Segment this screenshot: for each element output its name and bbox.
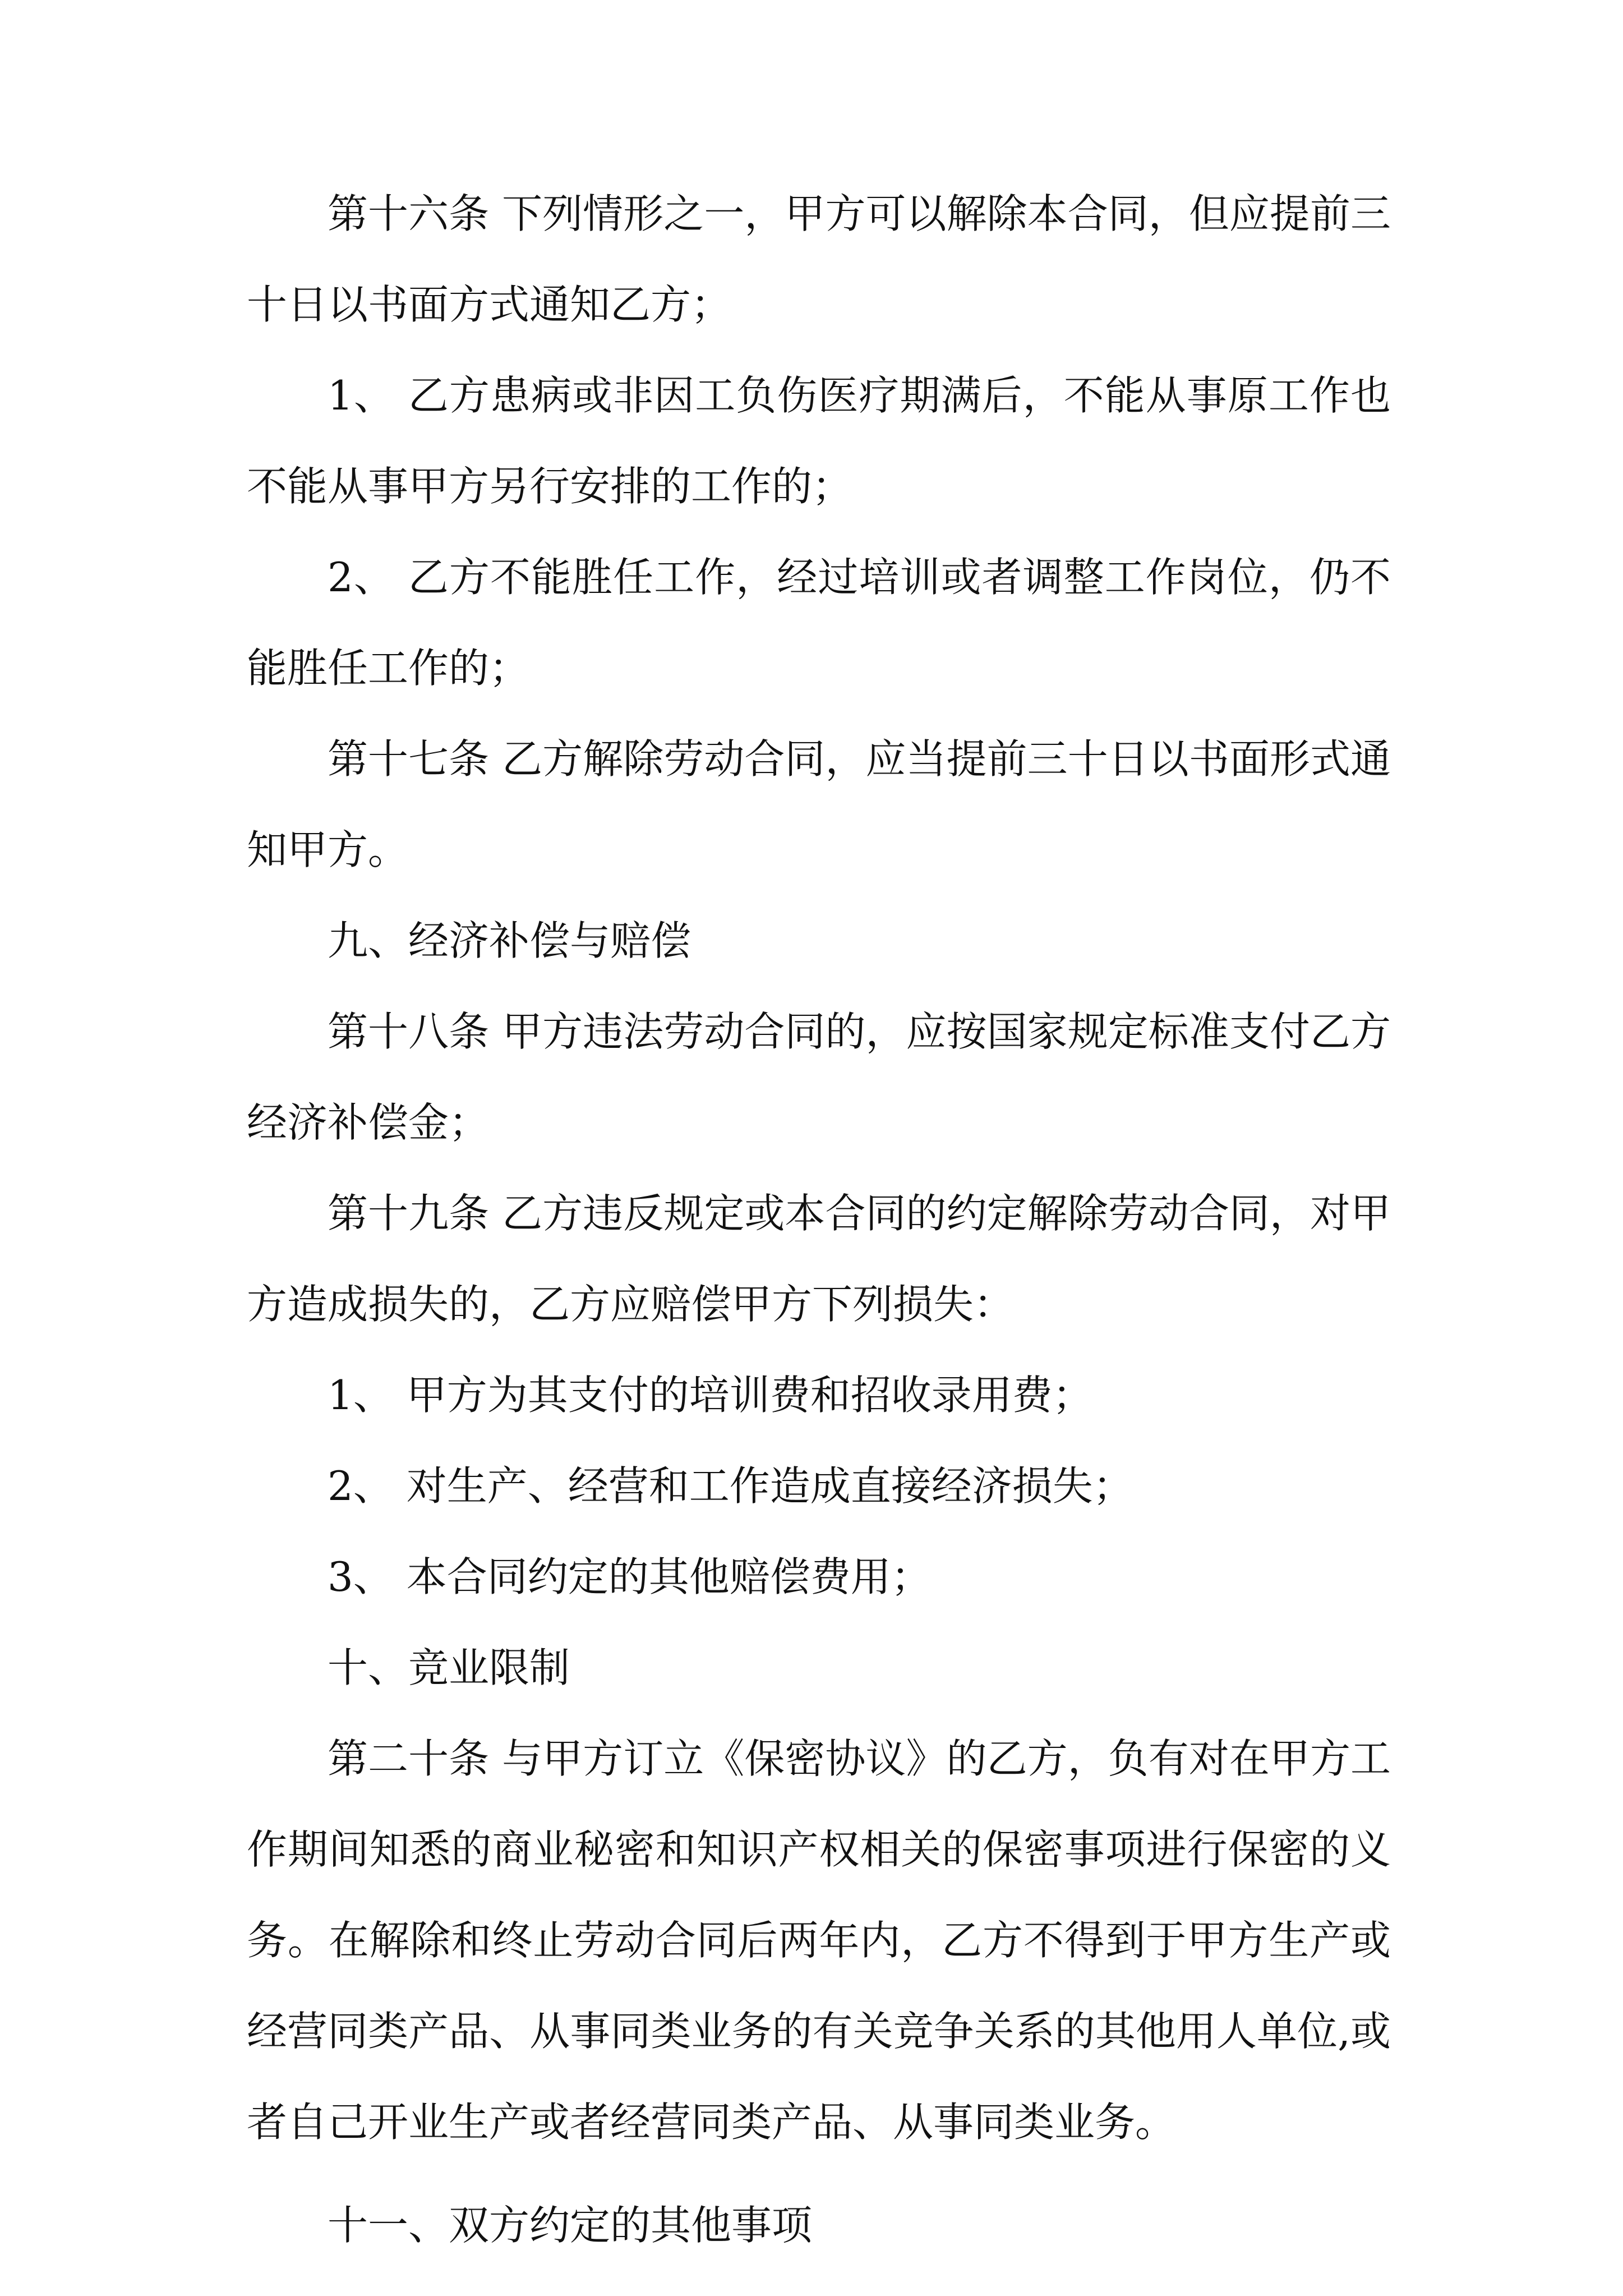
article-20: 第二十条 与甲方订立《保密协议》的乙方，负有对在甲方工作期间知悉的商业秘密和知识产权相关的保密事项进行保密的义务。在解除和终止劳动合同后两年内，乙方不得到于甲方生产或经营同类产品、从事同类业务的有关竞争关系的其他用人单位,或者自己开业生产或者经营同类产品、从事同类业务。 <box>247 1735 1391 2146</box>
article-17: 第十七条 乙方解除劳动合同，应当提前三十日以书面形式通知甲方。 <box>247 735 1391 873</box>
article-19-item-2: 2、 对生产、经营和工作造成直接经济损失； <box>328 1462 1133 1510</box>
section-9-heading: 九、经济补偿与赔偿 <box>328 917 691 964</box>
article-19: 第十九条 乙方违反规定或本合同的约定解除劳动合同，对甲方造成损失的，乙方应赔偿甲方下列损失： <box>247 1190 1391 1328</box>
article-19-item-3: 3、 本合同约定的其他赔偿费用； <box>328 1553 932 1600</box>
article-16-item-2: 2、 乙方不能胜任工作，经过培训或者调整工作岗位，仍不能胜任工作的； <box>247 554 1391 692</box>
article-19-item-1: 1、 甲方为其支付的培训费和招收录用费； <box>328 1372 1093 1419</box>
section-11-heading: 十一、双方约定的其他事项 <box>328 2202 813 2249</box>
article-18: 第十八条 甲方违法劳动合同的，应按国家规定标准支付乙方经济补偿金； <box>247 1008 1391 1146</box>
article-16: 第十六条 下列情形之一，甲方可以解除本合同，但应提前三十日以书面方式通知乙方； <box>247 190 1391 328</box>
document-page <box>247 168 1391 2271</box>
article-16-item-1: 1、 乙方患病或非因工负伤医疗期满后，不能从事原工作也不能从事甲方另行安排的工作的； <box>247 372 1391 510</box>
section-10-heading: 十、竞业限制 <box>328 1644 570 1691</box>
